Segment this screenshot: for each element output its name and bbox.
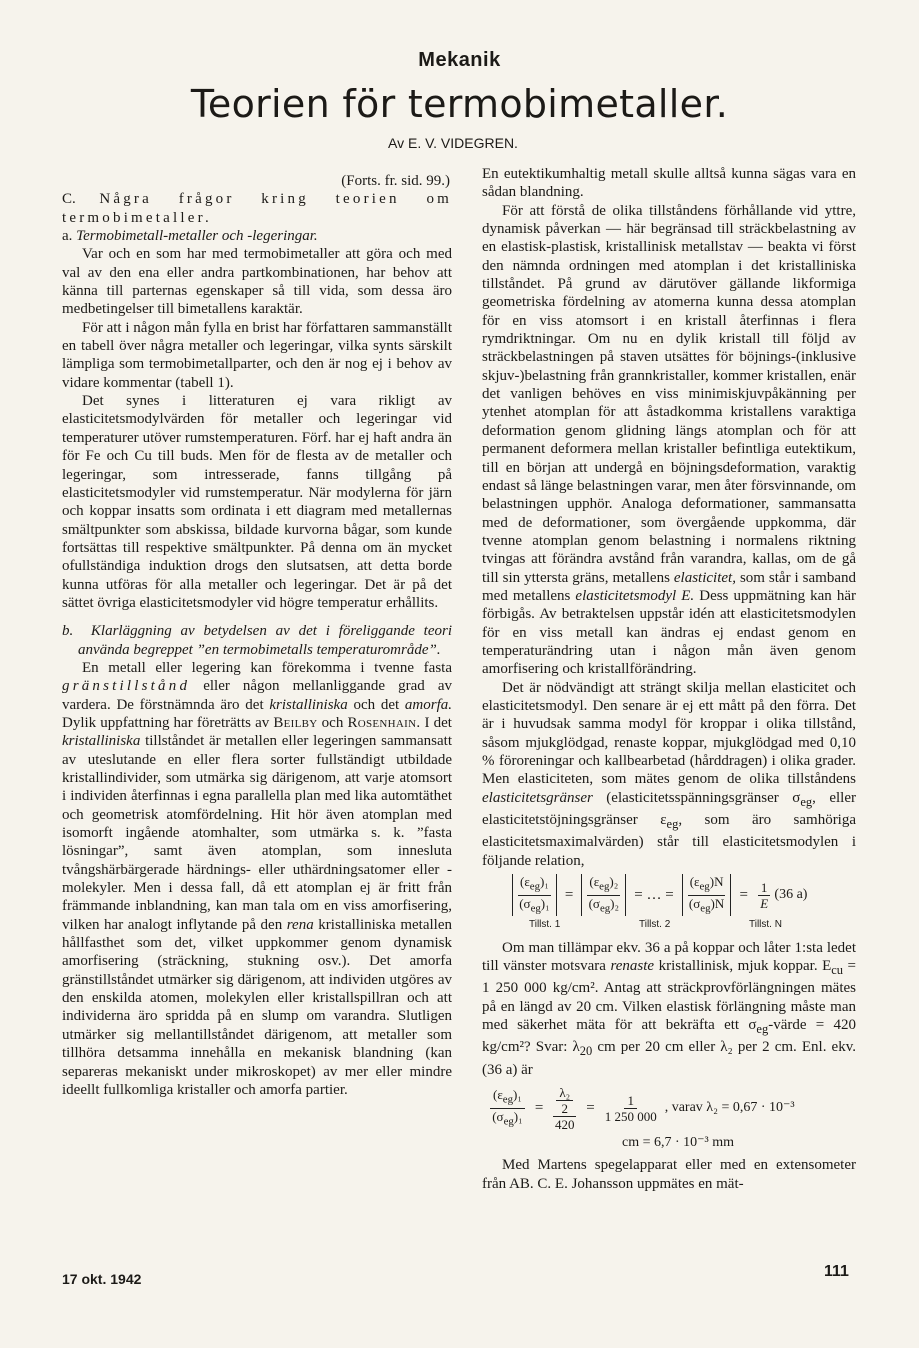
lambda-fraction: $\frac{\frac{\text{λ₂}}{2}}{420}$: [555, 1085, 575, 1132]
section-b-heading: b. Klarläggning av betydelsen av det i föreliggande teori använda begreppet ”en termobimetalls temperaturområde”.: [62, 623, 452, 658]
equation-36a: $(\varepsilon_{eg})_1$ $(\sigma_{eg})_1$ = $(\varepsilon_{eg})_2$ $(\sigma_{eg})_2$ = … = $(\varepsilon_{eg})N$ $(\sigma_{eg})N$ = $\frac{1}{E}$ (36 a) Tillst. 1 Tillst. 2 Tillst. N: [482, 874, 856, 935]
ratio-state-2: $(\varepsilon_{eg})_2$ $(\sigma_{eg})_2$: [581, 874, 626, 916]
paragraph: För att i någon mån fylla en brist har författaren sammanställt en tabell över några metaller och legeringar, vilka synts särskilt lämpliga som termobimetallparter, och den är nog ej i behov av vidare kommentar (tabell 1).: [62, 319, 452, 391]
paragraph: Var och en som har med termobimetaller att göra och med val av den ena eller andra partkombinationen, har behov att känna till parternas egenskaper så till vida, som dessa äro medbetingelser till bimetallens karaktär.: [62, 246, 452, 318]
paragraph: Om man tillämpar ekv. 36 a på koppar och låter 1:sta ledet till vänster motsvara renaste kristallinisk, mjuk koppar. $E_{cu} = 1$ 250 000 kg/cm². Antag att sträckprovförlängningen mätes på en längd av 20 cm. Vilken elastisk förlängning måste man med säkerhet mäta för att bekräfta ett $\sigma_{eg}$-värde = 420 kg/cm²? Svar: $\lambda_{20}$ cm per 20 cm eller λ₂ per 2 cm. Enl. ekv. (36 a) är: [482, 939, 857, 1078]
section-label: Mekanik: [418, 49, 501, 71]
equation-label: (36 a): [774, 886, 808, 902]
paragraph: En eutektikumhaltig metall skulle alltså kunna sägas vara en sådan blandning.: [482, 166, 856, 201]
equation-calc: $\frac{(\varepsilon_{eg})_1}{(\sigma_{eg})_1}$ = $\frac{\frac{\text{λ₂}}{2}}{420}$ = $\frac{1}{1 250 000}$ , varav λ₂ = 0,67 · 10⁻³ cm = 6,7 · 10⁻³ mm: [482, 1085, 856, 1152]
section-c-heading: C. Några frågor kring teorien om termobimetaller.: [62, 191, 453, 226]
byline: Av E. V. VIDEGREN.: [388, 135, 518, 151]
article-title: Teorien för termobimetaller.: [190, 82, 729, 126]
left-column: [62, 172, 452, 1099]
continuation-note: (Forts. fr. sid. 99.): [341, 173, 450, 189]
paragraph: En metall eller legering kan förekomma i tvenne fasta gränstillstånd eller någon mellanliggande grad av vardera. De förstnämnda äro det kristalliniska och det amorfa. Dylik uppfattning har företrätts av Beilby och Rosenhain. I det kristalliniska tillståndet är metallen eller legeringen sammansatt av uteslutande en eller flera sorter fullständigt utbildade kristallindivider, som utmärka sig därigenom, att varje atomsort i individen återfinnas i egna parallella plan med lika automtäthet och geometrisk atomfördelning. Hit hör även atomplan med isomorft ingående atomhalter, som utmärka s. k. ”fasta lösningar”, samt även atomplan, som innesluta tvångshärbärgerade härdnings- eller uthärdningsatomer eller -molekyler. Men i dessa fall, då ett atomplan ej är fritt från främmande inblandning, kan man tala om en viss amorfisering, vilken har analogt inflytande på den rena kristalliniska metallen hållfasthet som det, vilket uppkommer genom dynamisk amorfisering (sträckning, stukning osv.). Det amorfa gränstillståndet utmärker sig därigenom, att individen utgöres av den enskilda atomen, molekylen eller kristallspillran och att individerna äro spridda på en slump om varandra. Slutligen utmärker sig mellantillståndet därigenom, att metaller som tillhöra detsamma innehålla en mekanisk blandning (kan separeras mekaniskt under mikroskopet) av mer eller mindre ideellt fullkomliga kristaller och amorfa partier.: [62, 659, 452, 1098]
ratio-state-n: $(\varepsilon_{eg})N$ $(\sigma_{eg})N$: [682, 874, 732, 916]
paragraph: Det är nödvändigt att strängt skilja mellan elasticitet och elasticitetsmodyl. Den senare är ej ett mått på den förra. Det är i huvudsak samma modyl för kroppar i olika tillstånd, såsom mjukglödgad, renaste koppar, mjukglödgad med 0,10 % föroreningar och kallbearbetad (hårddragen) i olika grader. Men elasticiteten, som mätes genom de olika tillståndens elasticitetsgränser (elasticitetsspänningsgränser $\sigma_{eg}$, eller elasticitetstöjningsgränser $\varepsilon_{eg}$, som äro samhöriga elasticitetsmaximalvärden) står till elasticitetsmodylen i följande relation,: [482, 679, 857, 869]
page-number: 111: [824, 1263, 849, 1280]
state-labels: Tillst. 1 Tillst. 2 Tillst. N: [529, 919, 782, 931]
strain-stress-ratio: $\frac{(\varepsilon_{eg})_1}{(\sigma_{eg})_1}$: [490, 1087, 525, 1129]
issue-date: 17 okt. 1942: [62, 1271, 142, 1287]
paragraph: Med Martens spegelapparat eller med en extensometer från AB. C. E. Johansson uppmätes en mät-: [482, 1157, 856, 1192]
paragraph: Det synes i litteraturen ej vara rikligt av elasticitetsmodylvärden för metaller och legeringar vid temperaturer utöver rumstemperaturen. Förf. har ej haft andra än för Fe och Cu till buds. Men för de flesta av de metaller och legeringar, som intresserade, fanns tillgång på elasticitetsmodyler vid rumstemperatur. När modylerna för järn och koppar insatts som ordinata i ett diagram med metallernas smältpunkter som abskissa, bildade kurvorna bågar, som kunde fortsättas till respektive smältpunkter. På denna om än mycket ofullständiga induktion drogs den slutsatsen, att detta borde kunna utföras för alla metaller och legeringar. Det är på det sättet övriga elasticitetsmodyler vid högre temperatur erhållits.: [62, 393, 452, 611]
section-a-heading: a. Termobimetall-metaller och -legeringar.: [62, 228, 318, 245]
right-column: [482, 165, 856, 1193]
equation-result: cm = 6,7 · 10⁻³ mm: [622, 1135, 735, 1150]
one-over-e: $\frac{1}{E}$: [758, 880, 771, 911]
inverse-modulus: $\frac{1}{1 250 000}$: [604, 1093, 657, 1124]
paragraph: För att förstå de olika tillståndens förhållande vid yttre, dynamisk påverkan — här begränsad till sträckbelastning av en elastisk-plastisk, kristallinisk metallstav — beakta vi först den nämnda ordningen med atomplan i det kristalliniska tillståndet. På grund av därutöver gällande likformiga geometriska fördelning av atomerna kunna dessa atomplan för en viss atomsort i en kristall återfinnas i flera rymdriktningar. Om nu en dylik kristall till följd av sträckbelastningen på staven utsättes för böjnings-(inklusive skjuv-)belastning från grannkristaller, kommer kristallen, enär det vanligen behöves en viss minimiskjuvpåkänning per ytenhet atomplan för att åstadkomma kristallens varaktiga deformation genom glidning längs atomplan och för att permanent deformera mellan kristaller befintliga eutektikum, till en början att undergå en böjningsdeformation, varaktig endast så länge belastningen varar, men åter försvinnande, om belastningen upphör. Analoga deformationer, sammansatta med de deformationer, som övergående uppkomma, där tvenne atomplan genom belastning i normalens riktning tvingas att förändra avstånd från varandra, kallas, om de gå till sin yttersta gräns, metallens elasticitet, som står i samband med metallens elasticitetsmodyl E. Dess uppmätning kan här förbigås. Av betraktelsen uppstår idén att elasticitetsmodylen för en viss metall kan ändras ej endast genom en temperaturändring utan i någon mån även genom amorfisering och kristallförändring.: [482, 202, 857, 678]
ratio-state-1: $(\varepsilon_{eg})_1$ $(\sigma_{eg})_1$: [512, 874, 557, 916]
